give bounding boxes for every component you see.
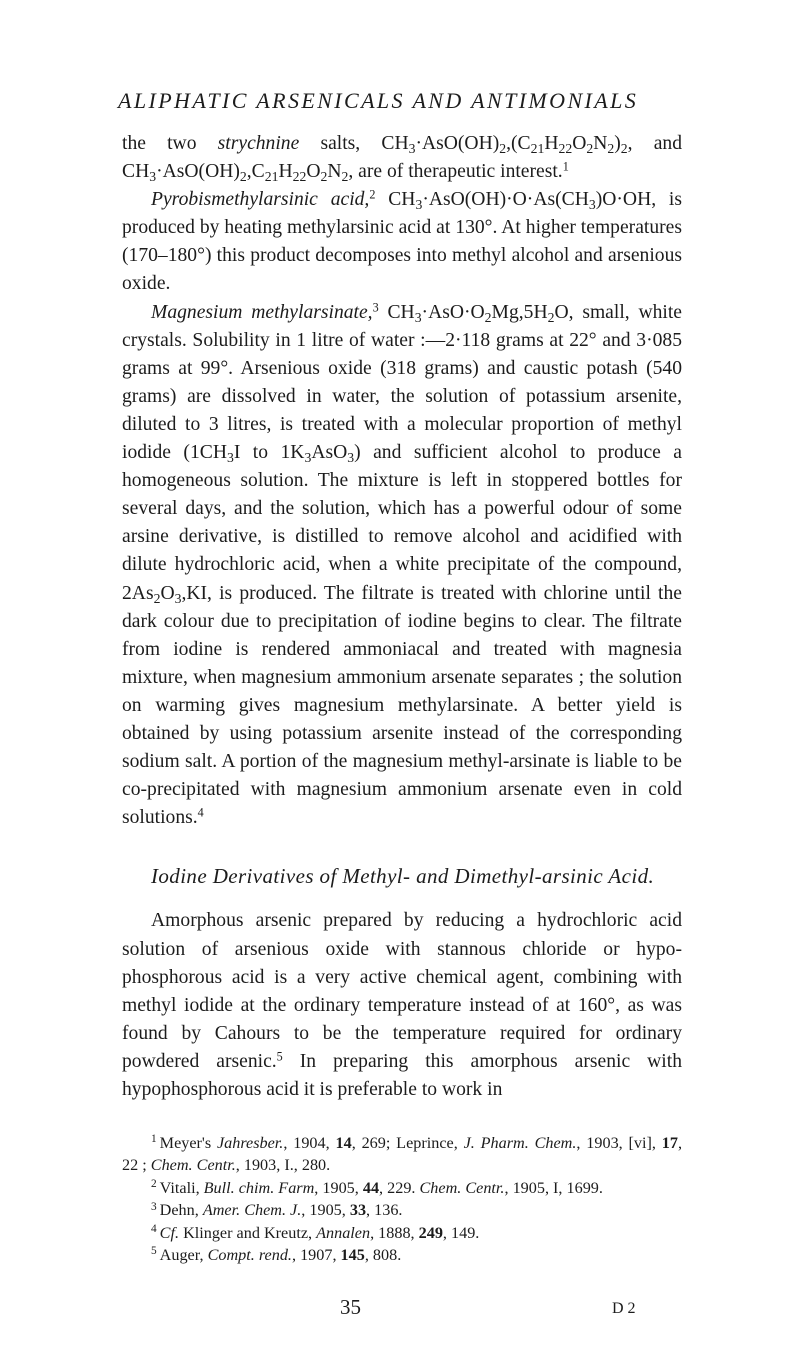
paragraph-amorphous-arsenic	[122, 907, 682, 1104]
subscript: 3	[588, 197, 596, 213]
footnote-number: 5	[151, 1245, 157, 1258]
text-run: , 1905,	[314, 1178, 363, 1197]
subscript: 3	[174, 590, 182, 606]
subscript: 3	[408, 140, 416, 156]
text-run: ·AsO(OH)	[156, 161, 240, 183]
subscript: 2	[586, 140, 594, 156]
text-run: , and CH	[122, 133, 682, 183]
footnote-5	[122, 1244, 682, 1266]
subscript: 2	[620, 140, 628, 156]
text-run: CH	[375, 189, 416, 211]
paragraph-strychnine-salts	[122, 130, 682, 186]
subscript: 22	[558, 140, 573, 156]
text-run: O	[160, 582, 175, 604]
journal-title: Amer. Chem. J.	[202, 1201, 302, 1220]
journal-title: Bull. chim. Farm	[203, 1178, 315, 1197]
volume-number: 249	[418, 1223, 443, 1242]
text-run: )O·OH, is produced by heating methylarsinic acid at 130°. At higher temperatures (170–180°) this product decomposes into methyl alcohol and arsenious oxide.	[122, 189, 683, 295]
subscript: 3	[414, 309, 422, 325]
text-run: H	[544, 133, 559, 154]
text-run: ·AsO(OH)·O·As(CH	[422, 189, 589, 211]
subscript: 2	[499, 140, 507, 156]
footnote-number: 2	[151, 1178, 157, 1191]
italic-term: Pyrobismethylarsinic acid,	[151, 189, 370, 211]
footnote-number: 1	[151, 1133, 157, 1146]
journal-title: Chem. Centr.	[419, 1178, 505, 1197]
text-run: Mg,5H	[491, 301, 548, 323]
text-run: )	[614, 133, 621, 154]
subscript: 22	[292, 168, 307, 184]
subscript: 2	[607, 140, 615, 156]
text-run: , 1905,	[301, 1201, 350, 1220]
text-run: , are of therapeutic interest.	[348, 161, 563, 183]
text-run: ·AsO·O	[421, 301, 485, 323]
footnote-1	[122, 1132, 682, 1177]
text-run: , 1903, I., 280.	[235, 1156, 331, 1175]
paragraph-magnesium-methylarsinate	[122, 299, 682, 833]
journal-title: Compt. rend.	[207, 1246, 292, 1265]
text-run: , 22 ;	[122, 1134, 683, 1175]
text-run: ,KI, is produced. The filtrate is treated with chlorine until the dark colour due to precipitation of iodine begins to clear. The filtrate from iodine is rendered ammoniacal and treated with magnesia mixture, when magnesium ammonium arsenate separates ; the solution on warming gives magnesium methylarsinate. A better yield is obtained by using potassium arsenite instead of the corresponding sodium salt. A portion of the magnesium methyl-arsinate is liable to be co-precipitated with magnesium ammonium arsenate even in cold solutions.	[122, 582, 682, 829]
text-run: , 1907,	[291, 1246, 341, 1265]
footnote-ref-1[interactable]: 1	[562, 159, 569, 174]
volume-number: 14	[335, 1134, 352, 1152]
text-run: salts, CH	[299, 133, 409, 154]
subscript: 2	[547, 309, 555, 325]
subscript: 2	[484, 309, 492, 325]
running-head: ALIPHATIC ARSENICALS AND ANTIMONIALS	[118, 88, 639, 113]
text-run: ) and sufficient alcohol to produce a homogeneous solution. The mixture is left in stoppered bottles for several days, and the solution, which has a powerful odour of some arsine derivative, is distilled to remove alcohol and acidified with dilute hydrochloric acid, when a white precipitate of the compound, 2As	[122, 442, 682, 604]
text-run: N	[327, 161, 342, 183]
text-run: O, small, white crystals. Solubility in 1 litre of water :—2·118 grams at 22° and 3·085 grams at 99°. Arsenious oxide (318 grams) and caustic potash (540 grams) are dissolved in water, the solution of potassium arsenite, diluted to 3 litres, is treated with a molecular proportion of methyl iodide (1CH	[122, 301, 682, 464]
text-run: Meyer's	[159, 1134, 217, 1152]
journal-title: J. Pharm. Chem.	[463, 1134, 577, 1152]
text-run: I to 1K	[233, 442, 305, 464]
subscript: 21	[264, 168, 279, 184]
journal-title: Annalen	[316, 1223, 371, 1242]
main-text	[122, 130, 682, 1104]
page-number: 35	[340, 1295, 361, 1319]
text-run: , 808.	[364, 1246, 402, 1265]
abbreviation: Cf.	[159, 1223, 180, 1242]
footnote-number: 3	[151, 1200, 157, 1213]
footnote-number: 4	[151, 1222, 157, 1235]
footnote-ref-5[interactable]: 5	[276, 1049, 283, 1064]
text-run: , 1905, I, 1699.	[504, 1178, 603, 1197]
text-run: , 229.	[379, 1178, 420, 1197]
volume-number: 44	[362, 1178, 380, 1197]
signature-mark: D 2	[612, 1300, 636, 1317]
subscript: 3	[149, 168, 157, 184]
section-heading: Iodine Derivatives of Methyl- and Dimethyl-arsinic Acid.	[151, 864, 655, 889]
subscript: 21	[530, 140, 545, 156]
footnote-ref-3[interactable]: 3	[372, 299, 379, 314]
footnote-ref-4[interactable]: 4	[197, 805, 204, 820]
text-run: H	[278, 161, 293, 183]
subscript: 3	[304, 449, 312, 465]
text-run: , 1904,	[283, 1134, 336, 1152]
text-run: , 1903, [vi],	[576, 1134, 662, 1152]
text-run: Amorphous arsenic prepared by reducing a hydrochloric acid solution of arsenious oxide with stannous chloride or hypo-phosphorous acid is a very active chemical agent, combining with methyl iodide at the ordinary temperature instead of at 160°, as was found by Cahours to be the temperature required for ordinary powdered arsenic.	[122, 910, 682, 1072]
text-run: Auger,	[159, 1246, 208, 1265]
text-run: ,C	[246, 161, 265, 183]
footnote-3	[122, 1199, 682, 1221]
volume-number: 145	[340, 1246, 365, 1265]
text-run: the two	[122, 133, 218, 154]
subscript: 2	[341, 168, 349, 184]
text-run: , 149.	[442, 1223, 480, 1242]
subscript: 3	[347, 449, 355, 465]
text-run: Klinger and Kreutz,	[179, 1223, 317, 1242]
text-run: ·AsO(OH)	[415, 133, 500, 154]
footnote-2	[122, 1177, 682, 1199]
journal-title: Chem. Centr.	[150, 1156, 236, 1175]
text-run: O	[572, 133, 587, 154]
footnotes	[122, 1132, 682, 1266]
subscript: 3	[226, 449, 234, 465]
text-run: , 269; Leprince,	[351, 1134, 464, 1152]
subscript: 3	[415, 197, 423, 213]
text-run: Vitali,	[159, 1178, 204, 1197]
journal-title: Jahresber.	[216, 1134, 284, 1152]
text-run: , 136.	[366, 1201, 403, 1220]
italic-term: strychnine	[217, 133, 300, 154]
text-run: Dehn,	[159, 1201, 203, 1220]
text-run: AsO	[311, 442, 348, 464]
text-run: ,(C	[506, 133, 531, 154]
subscript: 2	[153, 590, 161, 606]
footnote-4	[122, 1222, 682, 1244]
italic-term: Magnesium methylarsinate,	[151, 301, 373, 323]
footnote-ref-2[interactable]: 2	[369, 187, 376, 202]
subscript: 2	[320, 168, 328, 184]
text-run: CH	[378, 301, 415, 323]
text-run: N	[593, 133, 608, 154]
volume-number: 33	[349, 1201, 367, 1220]
subscript: 2	[239, 168, 247, 184]
text-run: , 1888,	[370, 1223, 419, 1242]
volume-number: 17	[661, 1134, 678, 1152]
paragraph-pyrobismethylarsinic	[122, 186, 682, 298]
text-run: O	[306, 161, 321, 183]
text-run: In preparing this amorphous arsenic with hypophosphorous acid it is preferable to work in	[122, 1050, 682, 1100]
